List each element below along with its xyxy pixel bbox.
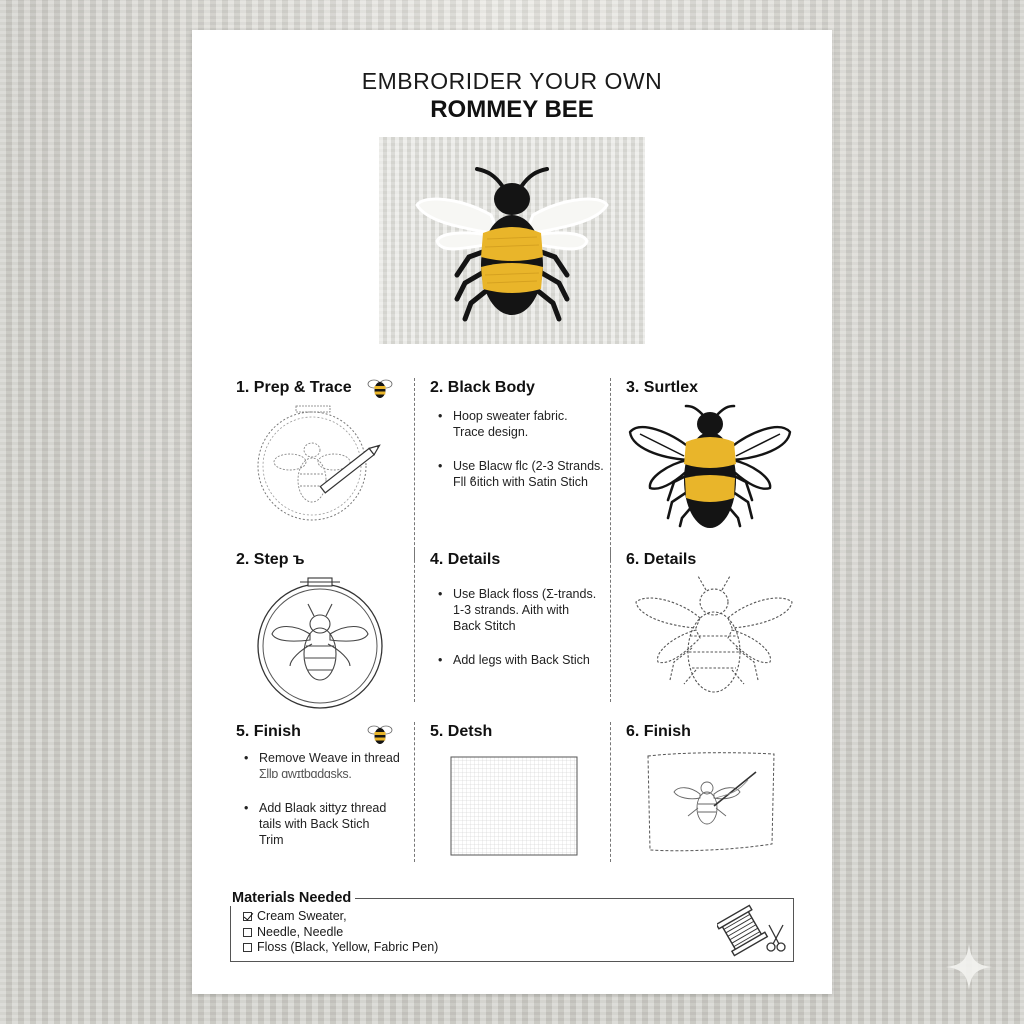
column-divider bbox=[610, 378, 611, 560]
fabric-grid-illustration bbox=[450, 756, 578, 856]
bee-icon bbox=[366, 722, 394, 746]
step-5-title: 4. Details bbox=[430, 551, 501, 568]
list-item: • Use Black floss (Σ-trands. 1-3 strands. Aith with Back Stitch bbox=[438, 586, 610, 634]
finished-sweater-illustration bbox=[644, 750, 778, 854]
step-6-title: 6. Details bbox=[626, 551, 697, 568]
checkbox-checked[interactable] bbox=[243, 912, 252, 921]
step-2-bullets bbox=[438, 408, 610, 508]
page-title-top: EMBRORIDER YOUR OWN bbox=[361, 68, 663, 94]
materials-box bbox=[230, 898, 794, 962]
bee-pattern-illustration bbox=[630, 572, 798, 696]
step-7-bullets bbox=[244, 750, 414, 866]
material-item: Needle, Needle bbox=[243, 925, 438, 941]
material-item: Floss (Black, Yellow, Fabric Pen) bbox=[243, 940, 438, 956]
step-3-title: 3. Surtlex bbox=[626, 379, 699, 396]
bee-icon bbox=[366, 376, 394, 400]
list-item: • Remove Weave in thread Ʃllɒ ɑwɪtbɑdɑsks. bbox=[244, 750, 414, 782]
list-item: • Use Blacw flc (2-3 Strands. Fll ϐitich with Satin Stich bbox=[438, 458, 610, 490]
list-item: • Add Blaɑk ɜittyz thread tails with Back Stich Trim bbox=[244, 800, 414, 848]
list-item: • Hoop sweater fabric. Trace design. bbox=[438, 408, 610, 440]
instruction-card bbox=[192, 30, 832, 994]
finished-bee-illustration bbox=[626, 402, 794, 528]
embroidered-bee-illustration bbox=[379, 137, 645, 344]
step-8-title: 5. Detsh bbox=[430, 723, 493, 740]
column-divider bbox=[414, 722, 415, 862]
step-4-title: 2. Step ъ bbox=[236, 551, 305, 568]
hoop-outline-illustration bbox=[250, 574, 390, 710]
column-divider bbox=[610, 722, 611, 862]
step-5-bullets bbox=[438, 586, 610, 686]
step-7-title: 5. Finish bbox=[236, 723, 301, 740]
materials-title: Materials Needed bbox=[230, 890, 355, 906]
thread-spool-icon bbox=[717, 903, 789, 957]
page-title: ROMMEY BEE bbox=[430, 96, 594, 123]
column-divider bbox=[610, 550, 611, 702]
scissors-icon bbox=[767, 925, 785, 951]
checkbox[interactable] bbox=[243, 928, 252, 937]
step-1-title: 1. Prep & Trace bbox=[236, 379, 352, 396]
checkbox[interactable] bbox=[243, 943, 252, 952]
step-9-title: 6. Finish bbox=[626, 723, 691, 740]
hero-bee-photo bbox=[379, 137, 645, 344]
column-divider bbox=[414, 550, 415, 702]
column-divider bbox=[414, 378, 415, 560]
sparkle-icon bbox=[944, 942, 994, 992]
hoop-tracing-illustration bbox=[246, 402, 396, 522]
step-2-title: 2. Black Body bbox=[430, 379, 535, 396]
material-item: Cream Sweater, bbox=[243, 909, 438, 925]
materials-list bbox=[243, 909, 438, 956]
list-item: • Add legs with Back Stich bbox=[438, 652, 610, 668]
